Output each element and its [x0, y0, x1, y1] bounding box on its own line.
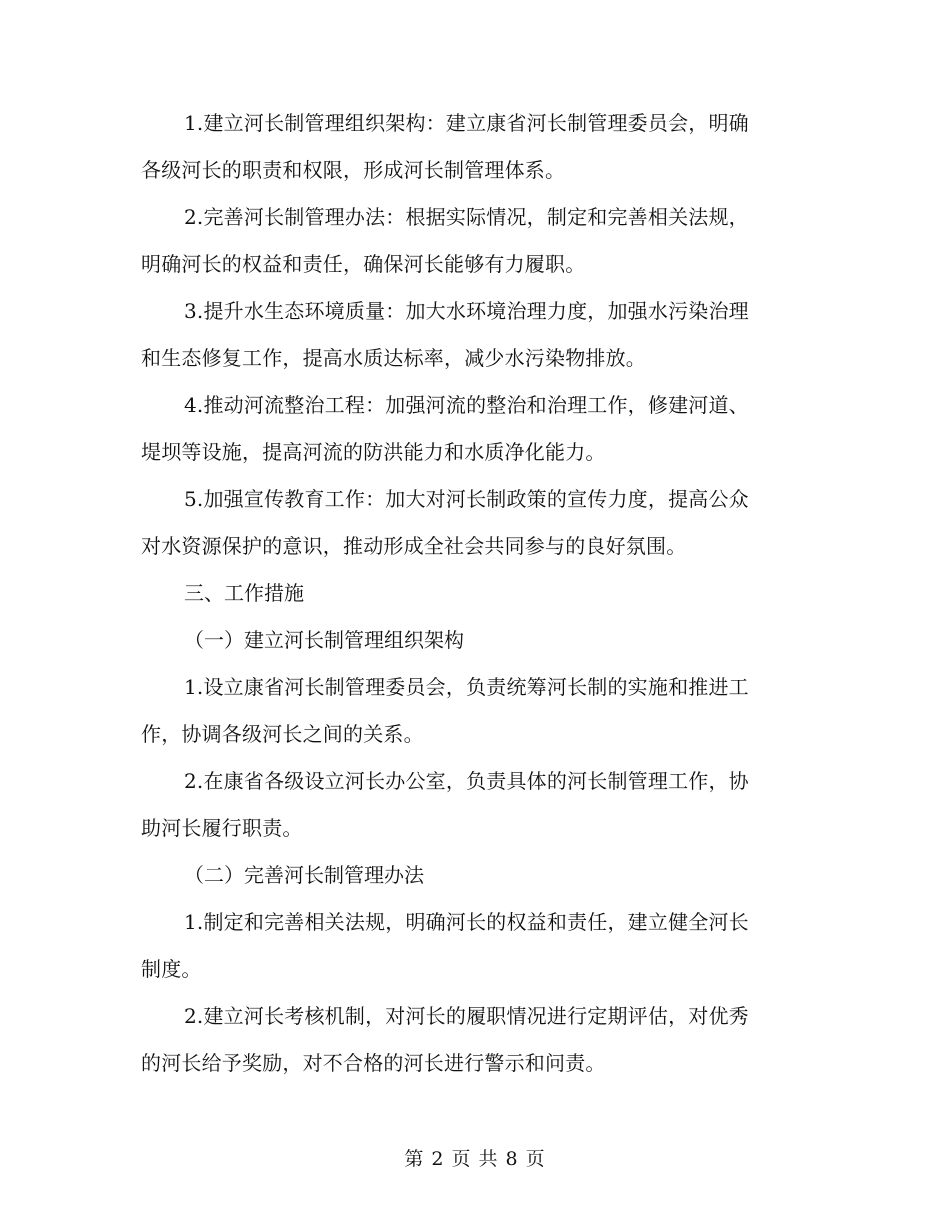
text-line: 堤坝等设施，提高河流的防洪能力和水质净化能力。 [141, 440, 606, 464]
text-line: 2.在康省各级设立河长办公室，负责具体的河长制管理工作，协 [184, 769, 749, 793]
measure-paragraph [141, 899, 808, 993]
text-line: 的河长给予奖励，对不合格的河长进行警示和问责。 [141, 1051, 606, 1075]
text-line: 和生态修复工作，提高水质达标率，减少水污染物排放。 [141, 346, 646, 370]
text-line: 3.提升水生态环境质量：加大水环境治理力度，加强水污染治理 [184, 299, 749, 323]
goal-paragraph-1 [141, 100, 808, 194]
text-line: 制度。 [141, 957, 202, 981]
goal-paragraph-5 [141, 476, 808, 570]
text-line: 1.制定和完善相关法规，明确河长的权益和责任，建立健全河长 [184, 910, 749, 934]
subsection-title-1: （一）建立河长制管理组织架构 [184, 628, 464, 652]
text-line: 4.推动河流整治工程：加强河流的整治和治理工作，修建河道、 [184, 393, 749, 417]
goal-paragraph-2 [141, 194, 808, 288]
text-line: 5.加强宣传教育工作：加大对河长制政策的宣传力度，提高公众 [184, 487, 749, 511]
text-line: 2.建立河长考核机制，对河长的履职情况进行定期评估，对优秀 [184, 1004, 749, 1028]
text-line: 2.完善河长制管理办法：根据实际情况，制定和完善相关法规， [184, 205, 749, 229]
measure-paragraph [141, 993, 808, 1087]
section-heading: 三、工作措施 [184, 581, 304, 605]
document-body [141, 100, 808, 1087]
text-line: 作，协调各级河长之间的关系。 [141, 722, 424, 746]
text-line: 助河长履行职责。 [141, 816, 303, 840]
text-line: 各级河长的职责和权限，形成河长制管理体系。 [141, 158, 566, 182]
measure-paragraph [141, 758, 808, 852]
text-line: 明确河长的权益和责任，确保河长能够有力履职。 [141, 252, 586, 276]
measure-paragraph [141, 664, 808, 758]
text-line: 1.建立河长制管理组织架构：建立康省河长制管理委员会，明确 [184, 111, 749, 135]
page-number-footer: 第 2 页 共 8 页 [404, 1148, 546, 1170]
text-line: 1.设立康省河长制管理委员会，负责统筹河长制的实施和推进工 [184, 675, 749, 699]
text-line: 对水资源保护的意识，推动形成全社会共同参与的良好氛围。 [141, 534, 687, 558]
goal-paragraph-3 [141, 288, 808, 382]
subsection-title-2: （二）完善河长制管理办法 [184, 863, 424, 887]
goal-paragraph-4 [141, 382, 808, 476]
